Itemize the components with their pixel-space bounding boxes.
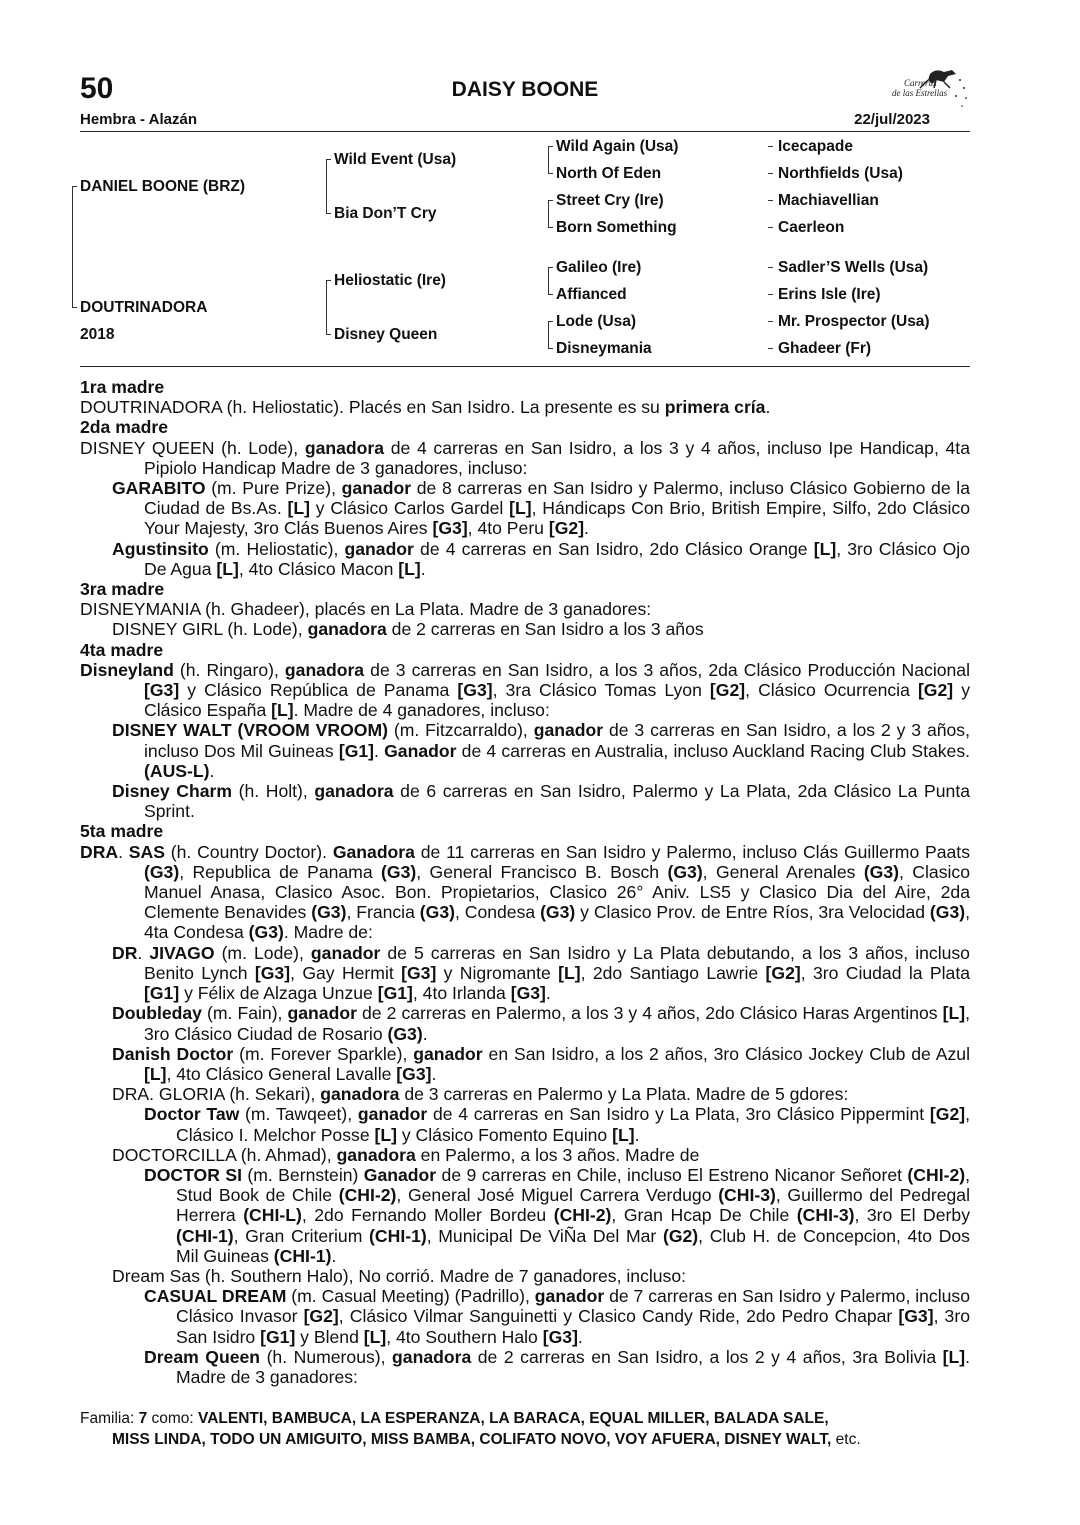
sex-color: Hembra - Alazán	[80, 111, 197, 128]
familia-names-1: VALENTI, BAMBUCA, LA ESPERANZA, LA BARACA, EQUAL MILLER, BALADA SALE,	[198, 1410, 829, 1427]
familia-footer	[80, 1408, 970, 1450]
section-1ra-madre: 1ra madre	[80, 377, 165, 397]
dam-1-paragraph: DOUTRINADORA (h. Heliostatic). Placés en San Isidro. La presente es su primera cría.	[80, 397, 771, 418]
ped-g4-8: Ghadeer (Fr)	[778, 340, 872, 357]
ped-g3-3: Street Cry (Ire)	[556, 192, 664, 209]
produce-garabito: GARABITO (m. Pure Prize), ganador de 8 carreras en San Isidro y Palermo, incluso Clásico Gobierno de la Ciudad de Bs.As. [L] y Clásico Carlos Gardel [L], Hándicaps Con Brio, British Empire, Silfo, 2do Clásico Your Majesty, 3ro Clás Buenos Aires [G3], 4to Peru [G2].	[112, 478, 971, 539]
logo-text-2: de las Estrellas	[892, 88, 948, 98]
produce-dr-jivago: DR. JIVAGO (m. Lode), ganador de 5 carreras en San Isidro y La Plata debutando, a los 3 años, incluso Benito Lynch [G3], Gay Hermit [G3] y Nigromante [L], 2do Santiago Lawrie [G2], 3ro Ciudad la Plata [G1] y Félix de Alzaga Unzue [G1], 4to Irlanda [G3].	[112, 942, 970, 1004]
produce-doctor-taw: Doctor Taw (m. Tawqeet), ganador de 4 carreras en San Isidro y La Plata, 3ro Clásico Pippermint [G2], Clásico I. Melchor Posse [L] y Clásico Fomento Equino [L].	[144, 1104, 970, 1145]
dam-3-paragraph: DISNEYMANIA (h. Ghadeer), placés en La Plata. Madre de 3 ganadores:	[80, 599, 652, 620]
produce-doctor-si: DOCTOR SI (m. Bernstein) Ganador de 9 carreras en Chile, incluso El Estreno Nicanor Señoret (CHI-2), Stud Book de Chile (CHI-2), General José Miguel Carrera Verdugo (CHI-3), Guillermo del Pedregal Herrera (CHI-L), 2do Fernando Moller Bordeu (CHI-2), Gran Hcap De Chile (CHI-3), 3ro El Derby (CHI-1), Gran Criterium (CHI-1), Municipal De ViÑa Del Mar (G2), Club H. de Concepcion, 4to Dos Mil Guineas (CHI-1).	[144, 1164, 970, 1266]
ped-g3-4: Born Something	[556, 219, 677, 236]
produce-disney-charm: Disney Charm (h. Holt), ganadora de 6 carreras en San Isidro, Palermo y La Plata, 2da Clásico La Punta Sprint.	[112, 781, 971, 822]
sale-date: 22/jul/2023	[854, 111, 930, 128]
produce-disney-walt: DISNEY WALT (VROOM VROOM) (m. Fitzcarraldo), ganador de 3 carreras en San Isidro, a los 2 y 3 años, incluso Dos Mil Guineas [G1]. Ganador de 4 carreras en Australia, incluso Auckland Racing Club Stakes. (AUS-L).	[112, 720, 971, 781]
dam-year: 2018	[80, 326, 115, 343]
ped-g2-3: Heliostatic (Ire)	[334, 272, 446, 289]
horse-name: DAISY BOONE	[451, 78, 599, 101]
ped-g2-1: Wild Event (Usa)	[334, 151, 457, 168]
produce-dream-sas: Dream Sas (h. Southern Halo), No corrió. Madre de 7 ganadores, incluso:	[112, 1265, 687, 1286]
produce-record	[80, 377, 970, 1387]
section-3ra-madre: 3ra madre	[80, 579, 165, 600]
ped-g4-3: Machiavellian	[778, 192, 879, 209]
ped-g4-2: Northfields (Usa)	[778, 165, 903, 182]
pedigree-table	[0, 0, 1080, 400]
dam-4-paragraph: Disneyland (h. Ringaro), ganadora de 3 carreras en San Isidro, a los 3 años, 2da Clásico Producción Nacional [G3] y Clásico República de Panama [G3], 3ra Clásico Tomas Lyon [G2], Clásico Ocurrencia [G2] y Clásico España [L]. Madre de 4 ganadores, incluso:	[80, 659, 971, 721]
ped-g2-2: Bia Don’T Cry	[334, 205, 437, 222]
ped-g3-5: Galileo (Ire)	[556, 259, 642, 276]
ped-g3-1: Wild Again (Usa)	[556, 138, 679, 155]
produce-disney-girl: DISNEY GIRL (h. Lode), ganadora de 2 carreras en San Isidro a los 3 años	[112, 619, 704, 640]
ped-g3-7: Lode (Usa)	[556, 313, 637, 330]
ped-g3-2: North Of Eden	[556, 165, 662, 182]
produce-casual-dream: CASUAL DREAM (m. Casual Meeting) (Padrillo), ganador de 7 carreras en San Isidro y Palermo, incluso Clásico Invasor [G2], Clásico Vilmar Sanguinetti y Clasico Candy Ride, 2do Pedro Chapar [G3], 3ro San Isidro [G1] y Blend [L], 4to Southern Halo [G3].	[144, 1286, 970, 1347]
produce-agustinsito: Agustinsito (m. Heliostatic), ganador de 4 carreras en San Isidro, 2do Clásico Orange [L], 3ro Clásico Ojo De Agua [L], 4to Clásico Macon [L].	[112, 538, 970, 579]
familia-names-2: MISS LINDA, TODO UN AMIGUITO, MISS BAMBA, COLIFATO NOVO, VOY AFUERA, DISNEY WALT,	[112, 1431, 832, 1448]
ped-g2-4: Disney Queen	[334, 326, 438, 343]
produce-dream-queen: Dream Queen (h. Numerous), ganadora de 2 carreras en San Isidro, a los 2 y 4 años, 3ra Bolivia [L]. Madre de 3 ganadores:	[144, 1346, 970, 1387]
ped-g3-8: Disneymania	[556, 340, 652, 357]
produce-doctorcilla: DOCTORCILLA (h. Ahmad), ganadora en Palermo, a los 3 años. Madre de	[112, 1144, 700, 1165]
familia-number: 7	[138, 1410, 148, 1427]
produce-danish-doctor: Danish Doctor (m. Forever Sparkle), ganador en San Isidro, a los 2 años, 3ro Clásico Jockey Club de Azul [L], 4to Clásico General Lavalle [G3].	[112, 1043, 970, 1084]
sire: DANIEL BOONE (BRZ)	[80, 178, 246, 195]
section-2da-madre: 2da madre	[80, 417, 169, 438]
ped-g4-4: Caerleon	[778, 219, 845, 236]
ped-g4-6: Erins Isle (Ire)	[778, 286, 881, 303]
logo-text-1: Carreras	[904, 78, 937, 88]
produce-doubleday: Doubleday (m. Fain), ganador de 2 carreras en Palermo, a los 3 y 4 años, 2do Clásico Haras Argentinos [L], 3ro Clásico Ciudad de Rosario (G3).	[112, 1003, 970, 1044]
section-4ta-madre: 4ta madre	[80, 639, 164, 660]
ped-g4-1: Icecapade	[778, 138, 853, 155]
dam-5-paragraph: DRA. SAS (h. Country Doctor). Ganadora de 11 carreras en San Isidro y Palermo, incluso Clás Guillermo Paats (G3), Republica de Panama (G3), General Francisco B. Bosch (G3), General Arenales (G3), Clasico Manuel Anasa, Clasico Asoc. Bon. Propietarios, Clasico 26° Aniv. LS5 y Clasico Dia del Aire, 2da Clemente Benavides (G3), Francia (G3), Condesa (G3) y Clasico Prov. de Entre Ríos, 3ra Velocidad (G3), 4ta Condesa (G3). Madre de:	[80, 841, 970, 943]
section-5ta-madre: 5ta madre	[80, 821, 164, 842]
ped-g4-5: Sadler’S Wells (Usa)	[778, 259, 929, 276]
familia-como: como:	[147, 1410, 199, 1427]
ped-g4-7: Mr. Prospector (Usa)	[778, 313, 930, 330]
dam: DOUTRINADORA	[80, 299, 208, 316]
lot-number: 50	[80, 72, 114, 105]
dam-2-paragraph: DISNEY QUEEN (h. Lode), ganadora de 4 carreras en San Isidro, a los 3 y 4 años, incluso Ipe Handicap, 4ta Pipiolo Handicap Madre de 3 ganadores, incluso:	[80, 437, 970, 478]
familia-etc: etc.	[831, 1431, 861, 1448]
pedigree-divider	[80, 366, 970, 367]
produce-dra-gloria: DRA. GLORIA (h. Sekari), ganadora de 3 carreras en Palermo y La Plata. Madre de 5 gdores:	[112, 1084, 849, 1105]
ped-g3-6: Affianced	[556, 286, 627, 303]
familia-label: Familia:	[80, 1410, 139, 1427]
